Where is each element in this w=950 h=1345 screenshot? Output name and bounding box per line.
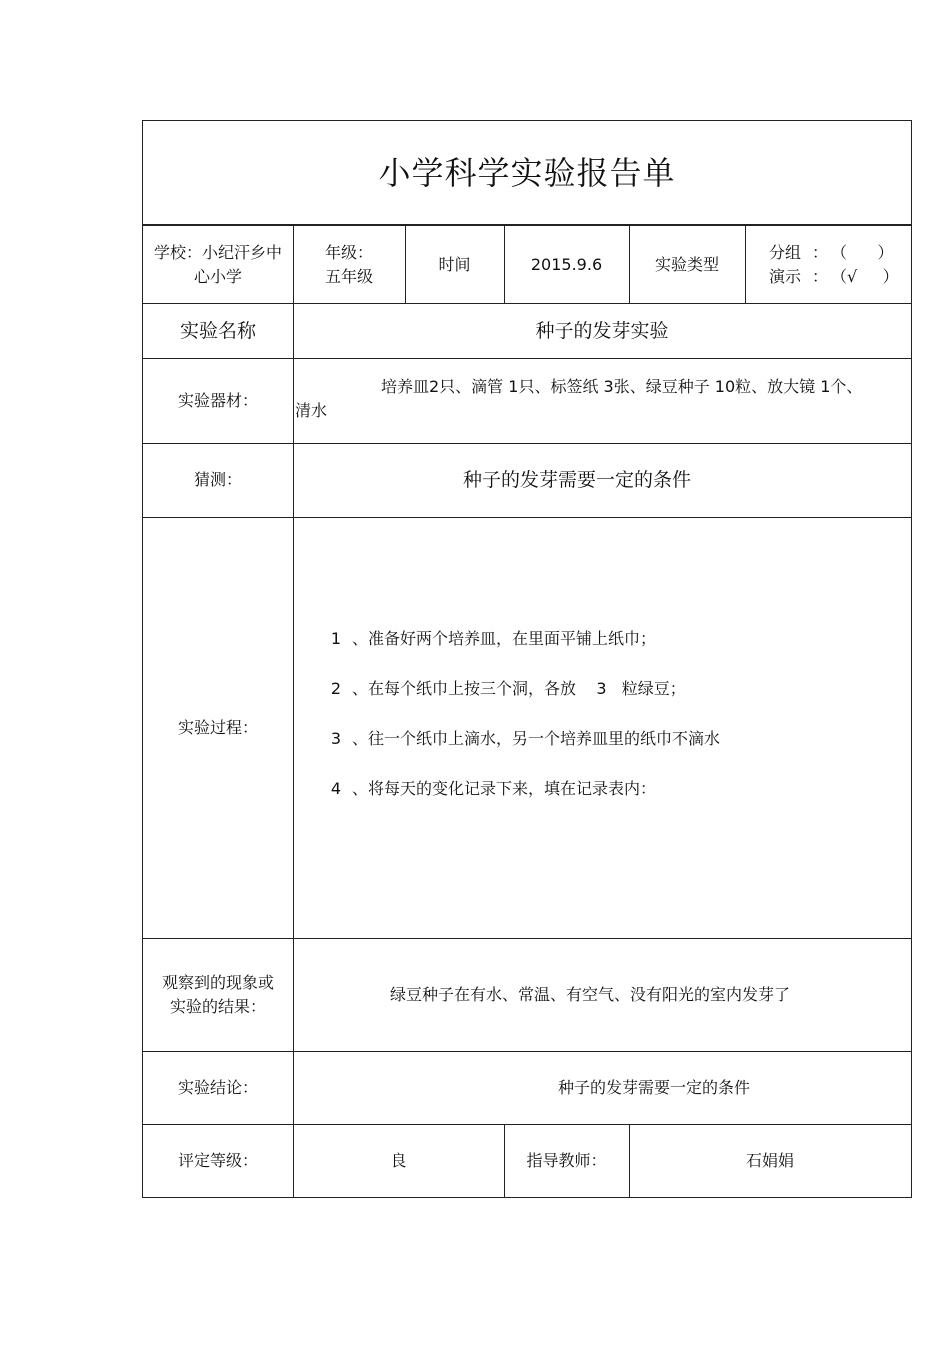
- result-label: [143, 938, 293, 1051]
- result-label-line1: 观察到的现象或: [161, 972, 274, 992]
- process-steps: [293, 517, 911, 938]
- conclusion-value: 种子的发芽需要一定的条件: [557, 1077, 750, 1097]
- step-item: 1 、准备好两个培养皿，在里面平铺上纸巾；: [330, 629, 657, 648]
- demo-colon: ：: [811, 266, 828, 286]
- group-label: 分组: [769, 242, 802, 262]
- title-row: [143, 121, 911, 224]
- type-label: 实验类型: [654, 254, 719, 274]
- demo-label: 演示: [769, 266, 802, 286]
- materials-line1: 培养皿2只、滴管 1只、标签纸 3张、绿豆种子 10粒、放大镜 1个、: [381, 377, 863, 396]
- conclusion-label: 实验结论：: [177, 1077, 258, 1097]
- step-item: 3 、往一个纸巾上滴水，另一个培养皿里的纸巾不滴水: [330, 729, 721, 748]
- grade-cell: [293, 226, 405, 303]
- time-label: 时间: [438, 254, 471, 274]
- demo-option: [769, 265, 901, 289]
- name-value: 种子的发芽实验: [535, 319, 669, 342]
- name-row: [143, 303, 911, 358]
- step-item: 4 、将每天的变化记录下来，填在记录表内：: [330, 779, 657, 798]
- materials-value: [293, 358, 911, 443]
- teacher-value: 石娟娟: [745, 1150, 794, 1170]
- name-label: 实验名称: [179, 319, 256, 342]
- demo-checkbox: （√ ）: [831, 266, 899, 286]
- grade-value: 良: [390, 1150, 407, 1170]
- type-options: [745, 226, 911, 303]
- school-cell: [143, 226, 293, 303]
- materials-row: [143, 358, 911, 443]
- materials-label: 实验器材：: [177, 390, 258, 410]
- school-line1: 学校：小纪汗乡中: [153, 242, 282, 262]
- result-label-line2: 实验的结果：: [169, 996, 266, 1016]
- group-colon: ：: [811, 242, 828, 262]
- info-row: [143, 226, 911, 303]
- conclusion-row: [143, 1051, 911, 1124]
- process-label: 实验过程：: [177, 717, 258, 737]
- grade-label: 评定等级：: [177, 1150, 258, 1170]
- guess-value: 种子的发芽需要一定的条件: [462, 469, 691, 491]
- group-checkbox: （ ）: [831, 242, 894, 262]
- steps-list: [293, 517, 720, 827]
- page-title: 小学科学实验报告单: [378, 153, 676, 192]
- grade-line2: 五年级: [324, 266, 373, 286]
- date-value: 2015.9.6: [530, 254, 603, 274]
- grade-line1: 年级：: [324, 242, 373, 262]
- process-row: [143, 517, 911, 938]
- report-sheet: [142, 120, 912, 1198]
- guess-label: 猜测：: [193, 470, 242, 489]
- materials-line2: 清水: [295, 401, 328, 420]
- group-option: [769, 241, 901, 265]
- school-line2: 心小学: [193, 266, 242, 286]
- guess-row: [143, 443, 911, 517]
- evaluation-row: [143, 1124, 911, 1197]
- result-value: 绿豆种子在有水、常温、有空气、没有阳光的室内发芽了: [389, 984, 790, 1004]
- result-row: [143, 938, 911, 1051]
- step-item: 2 、在每个纸巾上按三个洞，各放 3 粒绿豆；: [330, 679, 686, 698]
- teacher-label: 指导教师：: [526, 1150, 607, 1170]
